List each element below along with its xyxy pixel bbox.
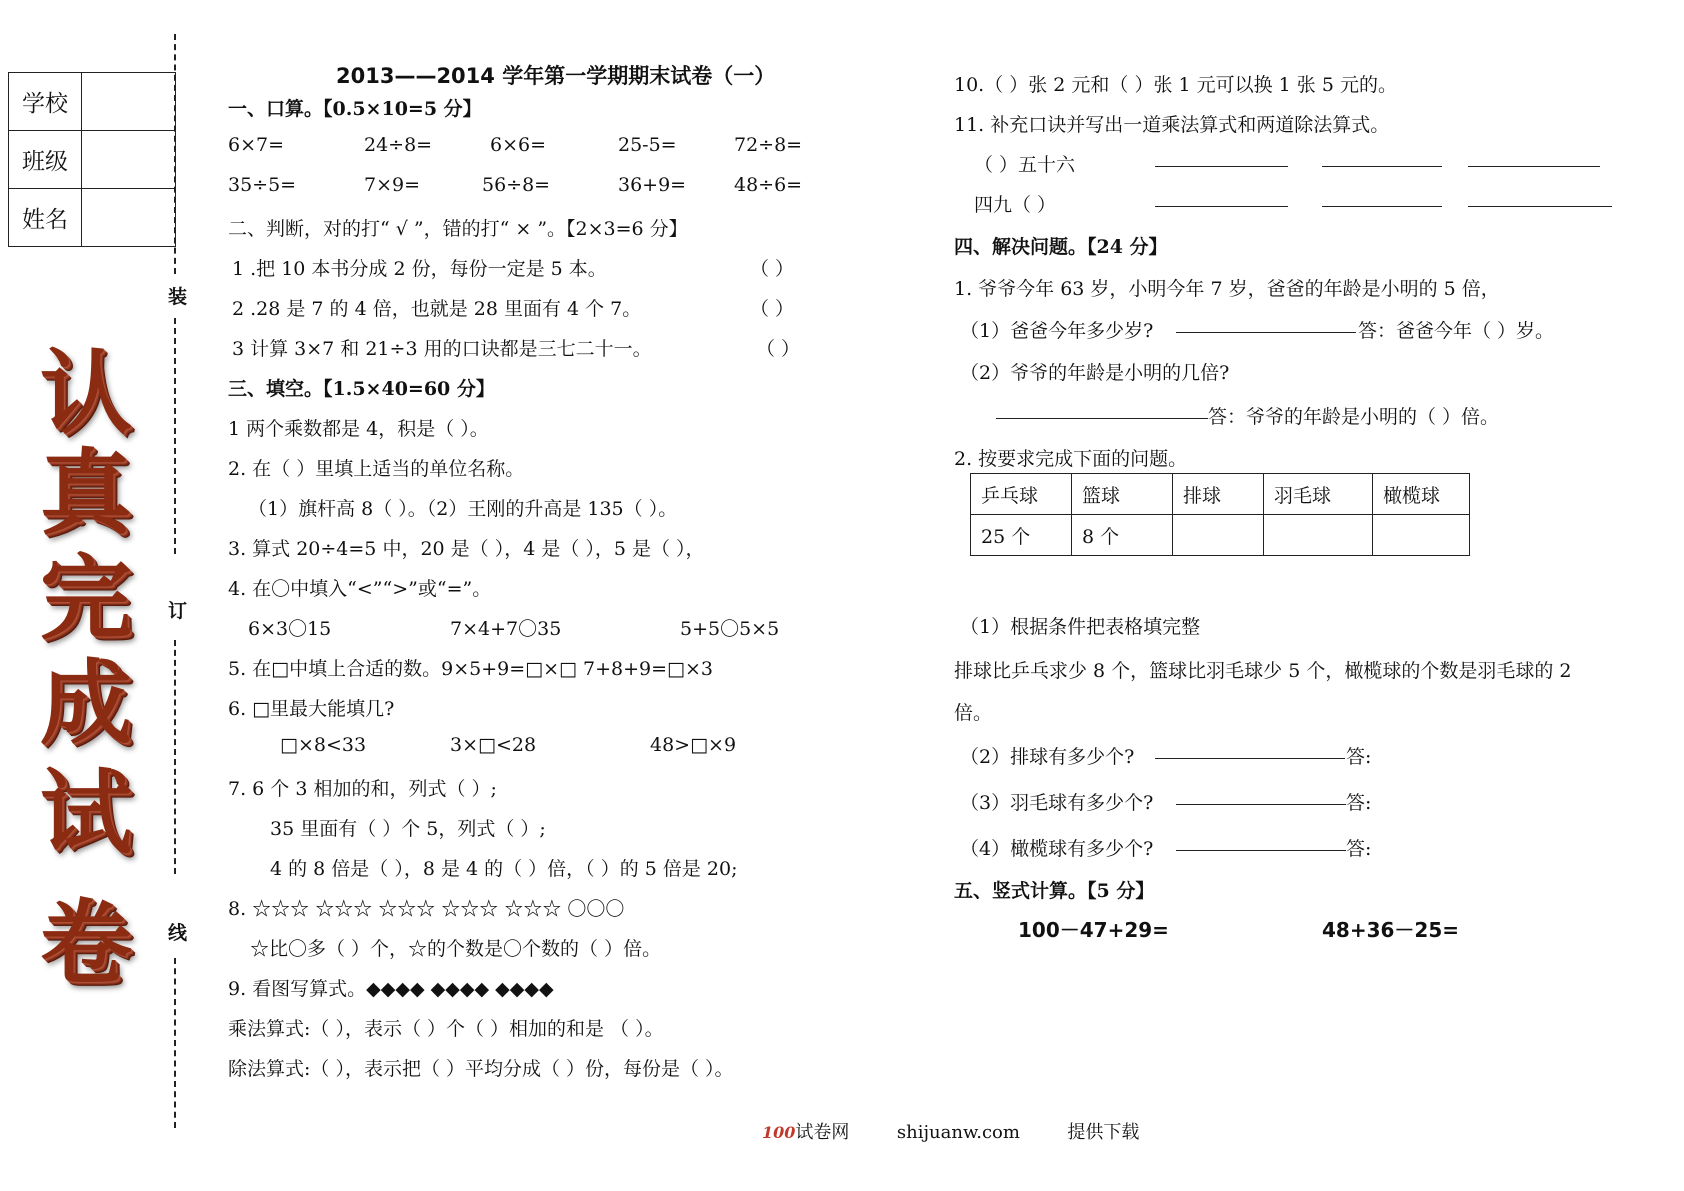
max-fill-item: 3×□<28 (450, 734, 537, 756)
rhyme-item-2: 四九（ ） (974, 194, 1057, 216)
judge-answer-1[interactable]: （ ） (750, 258, 795, 280)
problem-1-sub-1: （1）爸爸今年多少岁? (960, 320, 1154, 342)
problem-1: 1. 爷爷今年 63 岁，小明今年 7 岁，爸爸的年龄是小明的 5 倍， (954, 278, 1500, 300)
oral-calc-item: 56÷8= (482, 174, 551, 196)
oral-calc-item: 48÷6= (734, 174, 803, 196)
problem-2-condition: 排球比乒乓求少 8 个，篮球比羽毛球少 5 个，橄榄球的个数是羽毛球的 2 (954, 660, 1572, 682)
table-header: 排球 (1173, 474, 1264, 515)
answer-blank[interactable] (1155, 740, 1345, 763)
table-cell-blank[interactable] (1173, 515, 1264, 556)
name-label: 姓名 (9, 189, 82, 247)
answer-blank[interactable] (1322, 148, 1442, 171)
judge-answer-3[interactable]: （ ） (756, 338, 801, 360)
table-cell-blank[interactable] (1264, 515, 1373, 556)
slogan-char: 试 (40, 759, 133, 867)
answer-blank[interactable] (996, 400, 1208, 423)
fill-question-8: ☆比〇多（ ）个，☆的个数是〇个数的（ ）倍。 (250, 938, 662, 960)
binding-char-zhuang: 装 (168, 286, 188, 308)
fill-question-6: 6. □里最大能填几? (228, 698, 395, 720)
section-5-title: 五、竖式计算。【5 分】 (954, 880, 1155, 902)
judge-question-2: 2 .28 是 7 的 4 倍，也就是 28 里面有 4 个 7。 (232, 298, 642, 320)
table-header: 羽毛球 (1264, 474, 1373, 515)
slogan-char: 卷 (40, 889, 133, 997)
page-title: 2013——2014 学年第一学期期末试卷（一） (336, 64, 776, 88)
problem-2-sub-3: （3）羽毛球有多少个? (960, 792, 1154, 814)
table-cell-blank[interactable] (1373, 515, 1470, 556)
download-text: 提供下载 (1067, 1122, 1140, 1143)
class-label: 班级 (9, 131, 82, 189)
judge-question-1: 1 .把 10 本书分成 2 份，每份一定是 5 本。 (232, 258, 607, 280)
fill-question-7c: 4 的 8 倍是（ ），8 是 4 的（ ）倍，（ ）的 5 倍是 20; (270, 858, 738, 880)
class-field[interactable] (82, 131, 176, 189)
school-field[interactable] (82, 73, 176, 131)
fill-question-7b: 35 里面有（ ）个 5，列式（ ）; (270, 818, 546, 840)
student-info-box (8, 72, 176, 247)
section-3-title: 三、填空。【1.5×40=60 分】 (228, 378, 495, 400)
site-logo: 100 (762, 1123, 796, 1142)
slogan-char: 认 (40, 339, 133, 447)
judge-question-3: 3 计算 3×7 和 21÷3 用的口诀都是三七二十一。 (232, 338, 652, 360)
table-cell: 25 个 (971, 515, 1072, 556)
fill-question-2: 2. 在（ ）里填上适当的单位名称。 (228, 458, 525, 480)
fill-question-9-div: 除法算式:（ ），表示把（ ）平均分成（ ）份，每份是（ ）。 (228, 1058, 734, 1080)
answer-blank[interactable] (1468, 188, 1612, 211)
table-cell: 8 个 (1072, 515, 1173, 556)
slogan-char: 真 (40, 439, 133, 547)
answer-blank[interactable] (1176, 314, 1356, 337)
answer-blank[interactable] (1322, 188, 1442, 211)
section-4-title: 四、解决问题。【24 分】 (954, 236, 1168, 258)
slogan-char: 完 (40, 544, 133, 652)
fill-question-1: 1 两个乘数都是 4，积是（ ）。 (228, 418, 489, 440)
oral-calc-item: 7×9= (364, 174, 421, 196)
answer-blank[interactable] (1155, 188, 1288, 211)
answer-blank[interactable] (1155, 148, 1288, 171)
problem-2: 2. 按要求完成下面的问题。 (954, 448, 1188, 470)
vertical-calc-2: 48+36－25= (1322, 918, 1460, 942)
name-field[interactable] (82, 189, 176, 247)
answer-blank[interactable] (1176, 786, 1346, 809)
binding-line-segment (174, 958, 176, 1128)
max-fill-item: □×8<33 (280, 734, 367, 756)
binding-line-segment (174, 640, 176, 874)
problem-2-condition-cont: 倍。 (954, 702, 993, 724)
compare-item: 5+5〇5×5 (680, 618, 780, 640)
fill-question-10: 10.（ ）张 2 元和（ ）张 1 元可以换 1 张 5 元的。 (954, 74, 1397, 96)
problem-2-sub-2: （2）排球有多少个? (960, 746, 1135, 768)
oral-calc-item: 25-5= (618, 134, 677, 156)
section-1-title: 一、口算。【0.5×10=5 分】 (228, 98, 482, 120)
table-header: 橄榄球 (1373, 474, 1470, 515)
max-fill-item: 48>□×9 (650, 734, 737, 756)
binding-char-ding: 订 (168, 600, 188, 622)
school-label: 学校 (9, 73, 82, 131)
fill-question-4: 4. 在〇中填入“<”“>”或“=”。 (228, 578, 492, 600)
site-name: 试卷网 (795, 1122, 850, 1143)
oral-calc-item: 72÷8= (734, 134, 803, 156)
oral-calc-item: 35÷5= (228, 174, 297, 196)
oral-calc-item: 6×7= (228, 134, 285, 156)
table-header: 乒乓球 (971, 474, 1072, 515)
problem-2-sub-1: （1）根据条件把表格填完整 (960, 616, 1201, 638)
fill-question-3: 3. 算式 20÷4=5 中，20 是（ ），4 是（ ），5 是（ ）， (228, 538, 705, 560)
site-url[interactable]: shijuanw.com (896, 1122, 1020, 1143)
binding-line-segment (174, 34, 176, 274)
problem-2-sub-4: （4）橄榄球有多少个? (960, 838, 1154, 860)
fill-question-5: 5. 在□中填上合适的数。9×5+9=□×□ 7+8+9=□×3 (228, 658, 713, 680)
binding-line-segment (174, 318, 176, 554)
rhyme-item-1: （ ）五十六 (974, 154, 1076, 176)
section-2-title: 二、判断，对的打“ √ ”，错的打“ × ”。【2×3=6 分】 (228, 218, 688, 240)
answer-blank[interactable] (1176, 832, 1346, 855)
fill-question-9-mul: 乘法算式:（ ），表示（ ）个（ ）相加的和是 （ ）。 (228, 1018, 664, 1040)
oral-calc-item: 36+9= (618, 174, 687, 196)
fill-question-11: 11. 补充口诀并写出一道乘法算式和两道除法算式。 (954, 114, 1390, 136)
answer-label: 答: (1346, 746, 1372, 768)
answer-label: 答: (1346, 838, 1372, 860)
compare-item: 6×3〇15 (248, 618, 332, 640)
answer-blank[interactable] (1468, 148, 1600, 171)
footer (762, 1118, 1139, 1144)
oral-calc-item: 24÷8= (364, 134, 433, 156)
answer-label: 答: (1346, 792, 1372, 814)
problem-1-sub-1-answer: 答：爸爸今年（ ）岁。 (1358, 320, 1555, 342)
slogan-char: 成 (40, 649, 133, 757)
fill-question-7a: 7. 6 个 3 相加的和，列式（ ）; (228, 778, 497, 800)
compare-item: 7×4+7〇35 (450, 618, 562, 640)
table-header: 篮球 (1072, 474, 1173, 515)
fill-question-2-sub: （1）旗杆高 8（ ）。（2）王刚的升高是 135（ ）。 (248, 498, 678, 520)
binding-char-xian: 线 (168, 922, 188, 944)
fill-question-9: 9. 看图写算式。◆◆◆◆ ◆◆◆◆ ◆◆◆◆ (228, 978, 554, 1000)
vertical-calc-1: 100－47+29= (1018, 918, 1169, 942)
problem-1-sub-2: （2）爷爷的年龄是小明的几倍? (960, 362, 1230, 384)
ball-count-table (970, 473, 1470, 556)
problem-1-sub-2-answer: 答：爷爷的年龄是小明的（ ）倍。 (1208, 406, 1500, 428)
judge-answer-2[interactable]: （ ） (750, 298, 795, 320)
oral-calc-item: 6×6= (490, 134, 547, 156)
fill-question-8-figure: 8. ☆☆☆ ☆☆☆ ☆☆☆ ☆☆☆ ☆☆☆ 〇〇〇 (228, 898, 625, 920)
